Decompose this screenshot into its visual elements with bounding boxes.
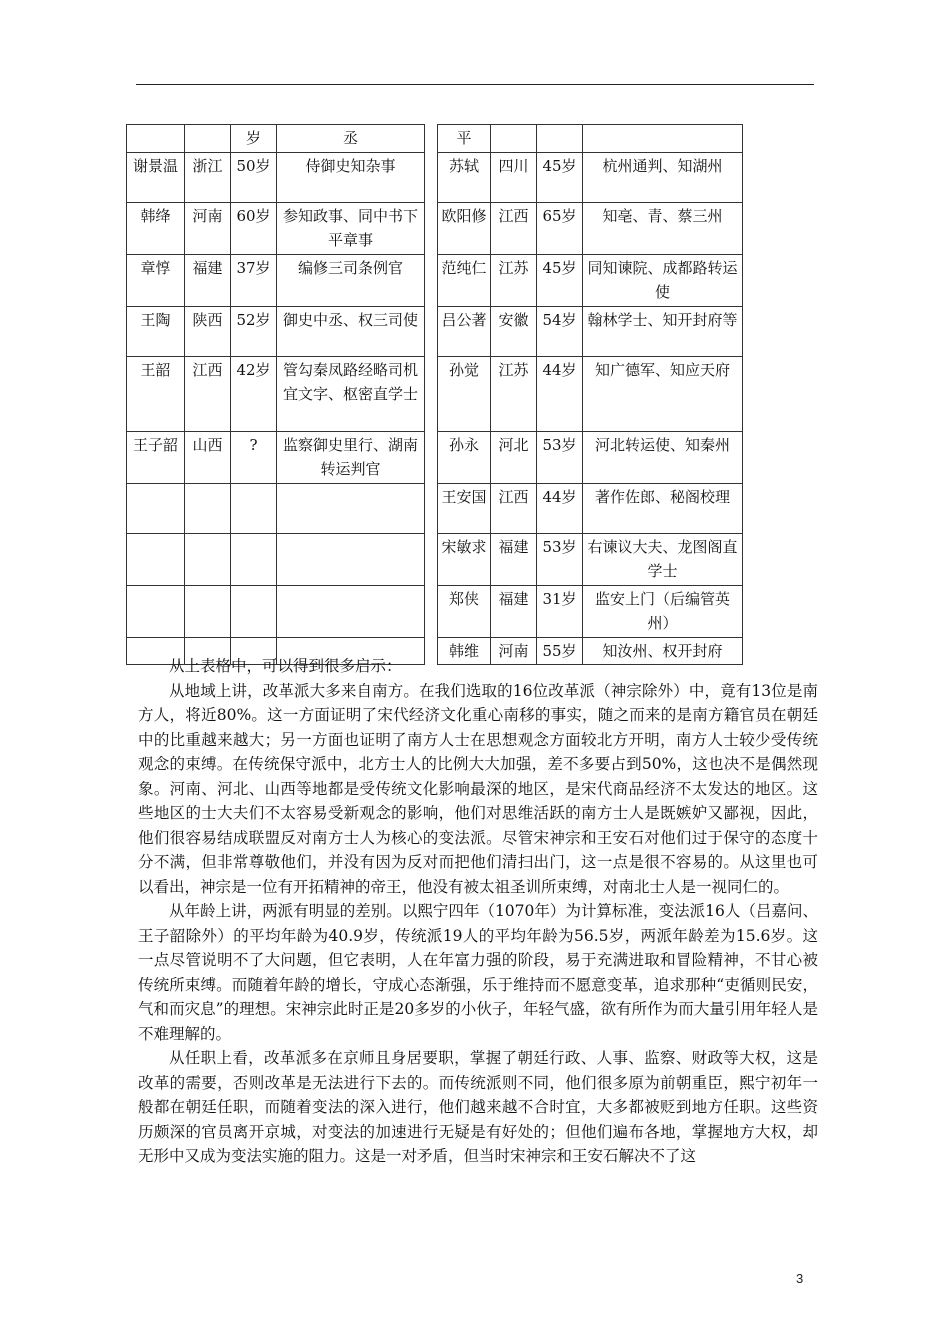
header-cell: [537, 125, 583, 153]
cell-left-age: 37岁: [231, 254, 277, 306]
table-gap: [425, 306, 438, 356]
cell-left-name: [127, 483, 185, 533]
cell-left-age: ?: [231, 431, 277, 483]
cell-right-position: 知亳、青、蔡三州: [583, 202, 743, 254]
cell-left-age: 52岁: [231, 306, 277, 356]
cell-left-position: 编修三司条例官: [277, 254, 425, 306]
cell-right-age: 44岁: [537, 483, 583, 533]
cell-left-position: 监察御史里行、湖南转运判官: [277, 431, 425, 483]
cell-right-name: 欧阳修: [438, 202, 491, 254]
cell-right-position: 河北转运使、知秦州: [583, 431, 743, 483]
cell-right-position: 翰林学士、知开封府等: [583, 306, 743, 356]
cell-right-age: 45岁: [537, 152, 583, 202]
cell-right-name: 苏轼: [438, 152, 491, 202]
cell-left-name: 王韶: [127, 356, 185, 431]
cell-left-age: [231, 483, 277, 533]
cell-right-age: 53岁: [537, 431, 583, 483]
cell-left-province: 江西: [185, 356, 231, 431]
cell-left-province: [185, 483, 231, 533]
cell-left-name: [127, 533, 185, 585]
cell-left-province: 河南: [185, 202, 231, 254]
cell-right-name: 范纯仁: [438, 254, 491, 306]
paragraph: 从地域上讲，改革派大多来自南方。在我们选取的16位改革派（神宗除外）中，竟有13位是南方人，将近80%。这一方面证明了宋代经济文化重心南移的事实，随之而来的是南方籍官员在朝廷中的比重越来越大；另一方面也证明了南方人士在思想观念方面较北方开明，南方人士较少受传统观念的束缚。在传统保守派中，北方士人的比例大大加强，差不多要占到50%，这也决不是偶然现象。河南、河北、山西等地都是受传统文化影响最深的地区，是宋代商品经济不太发达的地区。这些地区的士大夫们不太容易受新观念的影响，他们对思维活跃的南方士人是既嫉妒又鄙视，因此，他们很容易结成联盟反对南方士人为核心的变法派。尽管宋神宗和王安石对他们过于保守的态度十分不满，但非常尊敬他们，并没有因为反对而把他们清扫出门，这一点是很不容易的。从这里也可以看出，神宗是一位有开拓精神的帝王，他没有被太祖圣训所束缚，对南北士人是一视同仁的。: [138, 681, 818, 896]
cell-left-position: [277, 585, 425, 637]
cell-right-province: 江苏: [491, 254, 537, 306]
cell-right-age: 44岁: [537, 356, 583, 431]
header-cell-position-left: 丞: [277, 125, 425, 153]
cell-right-province: 河北: [491, 431, 537, 483]
cell-right-position: 右谏议大夫、龙图阁直学士: [583, 533, 743, 585]
header-rule: [136, 84, 814, 85]
body-text: [138, 654, 818, 1169]
table-row: [127, 202, 743, 254]
table-header-row: [127, 125, 743, 153]
cell-right-province: 四川: [491, 152, 537, 202]
header-cell-position-right: 平: [438, 125, 491, 153]
table-row: [127, 306, 743, 356]
page-number: 3: [796, 1271, 804, 1286]
table-gap: [425, 152, 438, 202]
cell-left-name: 章惇: [127, 254, 185, 306]
cell-right-position: 著作佐郎、秘阁校理: [583, 483, 743, 533]
cell-right-name: 孙永: [438, 431, 491, 483]
cell-left-position: [277, 483, 425, 533]
cell-left-age: 42岁: [231, 356, 277, 431]
cell-right-name: 孙觉: [438, 356, 491, 431]
table-row: [127, 431, 743, 483]
cell-right-position: 知广德军、知应天府: [583, 356, 743, 431]
cell-right-position: 同知谏院、成都路转运使: [583, 254, 743, 306]
cell-right-province: 江西: [491, 202, 537, 254]
cell-left-position: 管勾秦凤路经略司机宜文字、枢密直学士: [277, 356, 425, 431]
cell-right-province: 福建: [491, 533, 537, 585]
cell-left-name: [127, 585, 185, 637]
table-row: [127, 152, 743, 202]
cell-right-age: 65岁: [537, 202, 583, 254]
table-gap: [425, 356, 438, 431]
cell-left-province: 福建: [185, 254, 231, 306]
cell-left-age: 60岁: [231, 202, 277, 254]
cell-left-name: 谢景温: [127, 152, 185, 202]
header-cell-age: 岁: [231, 125, 277, 153]
cell-right-age: 53岁: [537, 533, 583, 585]
cell-left-province: 浙江: [185, 152, 231, 202]
cell-right-age: 31岁: [537, 585, 583, 637]
cell-left-name: 韩绛: [127, 202, 185, 254]
table-row: [127, 356, 743, 431]
table-gap: [425, 254, 438, 306]
table-gap: [425, 533, 438, 585]
cell-left-name: 王子韶: [127, 431, 185, 483]
cell-right-position: 知汝州、权开封府: [583, 637, 743, 665]
cell-right-name: 郑侠: [438, 585, 491, 637]
cell-left-age: [231, 585, 277, 637]
table-row: [127, 483, 743, 533]
cell-right-name: 王安国: [438, 483, 491, 533]
cell-left-province: [185, 533, 231, 585]
cell-left-position: 参知政事、同中书下平章事: [277, 202, 425, 254]
cell-right-name: 宋敏求: [438, 533, 491, 585]
cell-right-province: 福建: [491, 585, 537, 637]
header-cell: [127, 125, 185, 153]
table-gap: [425, 431, 438, 483]
cell-left-position: 御史中丞、权三司使: [277, 306, 425, 356]
paragraph: 从任职上看，改革派多在京师且身居要职，掌握了朝廷行政、人事、监察、财政等大权，这是改革的需要，否则改革是无法进行下去的。而传统派则不同，他们很多原为前朝重臣，熙宁初年一般都在朝廷任职，而随着变法的深入进行，他们越来越不合时宜，大多都被贬到地方任职。这些资历颇深的官员离开京城，对变法的加速进行无疑是有好处的；但他们遍布各地，掌握地方大权，却无形中又成为变法实施的阻力。这是一对矛盾，但当时宋神宗和王安石解决不了这: [138, 1049, 818, 1165]
cell-right-province: 河南: [491, 637, 537, 665]
cell-left-age: [231, 533, 277, 585]
table-row: [127, 533, 743, 585]
table-gap: [425, 585, 438, 637]
cell-right-name: 吕公著: [438, 306, 491, 356]
cell-left-position: 侍御史知杂事: [277, 152, 425, 202]
table-row: [127, 585, 743, 637]
header-cell: [185, 125, 231, 153]
cell-left-position: [277, 533, 425, 585]
header-cell: [491, 125, 537, 153]
table-row: [127, 254, 743, 306]
cell-right-age: 54岁: [537, 306, 583, 356]
cell-right-province: 江西: [491, 483, 537, 533]
paragraph: 从上表格中，可以得到很多启示：: [169, 657, 402, 675]
cell-right-age: 45岁: [537, 254, 583, 306]
cell-left-age: 50岁: [231, 152, 277, 202]
cell-right-name: 韩维: [438, 637, 491, 665]
cell-left-province: 山西: [185, 431, 231, 483]
table-gap: [425, 483, 438, 533]
table-gap: [425, 202, 438, 254]
cell-right-province: 江苏: [491, 356, 537, 431]
officials-table: [126, 124, 743, 665]
cell-left-province: 陕西: [185, 306, 231, 356]
cell-left-province: [185, 585, 231, 637]
cell-right-position: 监安上门（后编管英州）: [583, 585, 743, 637]
cell-right-position: 杭州通判、知湖州: [583, 152, 743, 202]
table-gap: [425, 125, 438, 153]
cell-right-age: 55岁: [537, 637, 583, 665]
cell-left-name: 王陶: [127, 306, 185, 356]
header-cell: [583, 125, 743, 153]
cell-right-province: 安徽: [491, 306, 537, 356]
paragraph: 从年龄上讲，两派有明显的差别。以熙宁四年（1070年）为计算标准，变法派16人（吕嘉问、王子韶除外）的平均年龄为40.9岁，传统派19人的平均年龄为56.5岁，两派年龄差为15.6岁。这一点尽管说明不了大问题，但它表明，人在年富力强的阶段，易于充满进取和冒险精神，不甘心被传统所束缚。而随着年龄的增长，守成心态渐强，乐于维持而不愿意变革，追求那种“吏循则民安，气和而灾息”的理想。宋神宗此时正是20多岁的小伙子，年轻气盛，欲有所作为而大量引用年轻人是不难理解的。: [138, 902, 818, 1043]
